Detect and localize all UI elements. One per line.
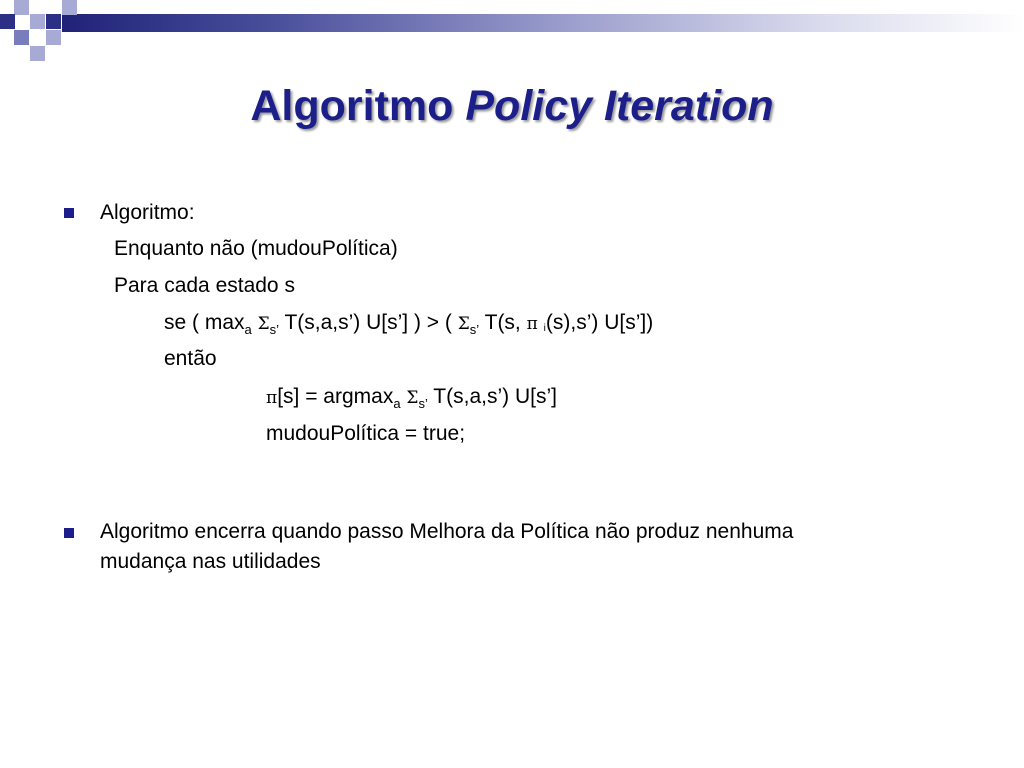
- subscript: s’: [269, 322, 280, 337]
- sigma-symbol: Σ: [457, 314, 470, 334]
- subscript: a: [393, 396, 401, 411]
- bullet-text: Algoritmo encerra quando passo Melhora da Política não produz nenhuma: [100, 520, 794, 543]
- subscript: a: [244, 322, 252, 337]
- text-part: (s),s’) U[s’]): [545, 311, 654, 334]
- sigma-symbol: Σ: [406, 388, 419, 408]
- pi-symbol: π: [266, 388, 278, 408]
- algorithm-condition-line: [164, 310, 653, 337]
- decor-square: [62, 0, 77, 15]
- subscript: i: [543, 323, 546, 334]
- sigma-symbol: Σ: [257, 314, 270, 334]
- decor-square: [14, 30, 29, 45]
- decor-square: [0, 14, 15, 29]
- bullet-marker: [64, 528, 74, 538]
- algorithm-line: Para cada estado s: [114, 274, 295, 297]
- text-part: se ( max: [164, 311, 245, 334]
- title-main: Algoritmo: [250, 82, 454, 130]
- algorithm-line: Enquanto não (mudouPolítica): [114, 237, 398, 260]
- text-part: T(s,a,s’) U[s’]: [427, 385, 557, 408]
- text-part: [s] = argmax: [277, 385, 394, 408]
- decor-square: [46, 14, 61, 29]
- bullet-text: Algoritmo:: [100, 201, 195, 224]
- algorithm-line: mudouPolítica = true;: [266, 422, 466, 445]
- algorithm-line: então: [164, 347, 217, 370]
- text-part: T(s,: [479, 311, 527, 334]
- bullet-text-continued: mudança nas utilidades: [100, 550, 321, 573]
- decor-square: [30, 46, 45, 61]
- bullet-marker: [64, 208, 74, 218]
- slide-title: [0, 82, 1024, 131]
- header-gradient-bar: [62, 14, 1024, 32]
- decor-square: [14, 0, 29, 15]
- title-italic: Policy Iteration: [465, 82, 774, 130]
- subscript: s’: [469, 322, 480, 337]
- text-part: T(s,a,s’) U[s’] ) > (: [279, 311, 458, 334]
- decor-square: [30, 14, 45, 29]
- pi-symbol: π: [526, 314, 538, 334]
- algorithm-assignment-line: [266, 384, 557, 411]
- subscript: s’: [418, 396, 428, 411]
- decor-square: [46, 30, 61, 45]
